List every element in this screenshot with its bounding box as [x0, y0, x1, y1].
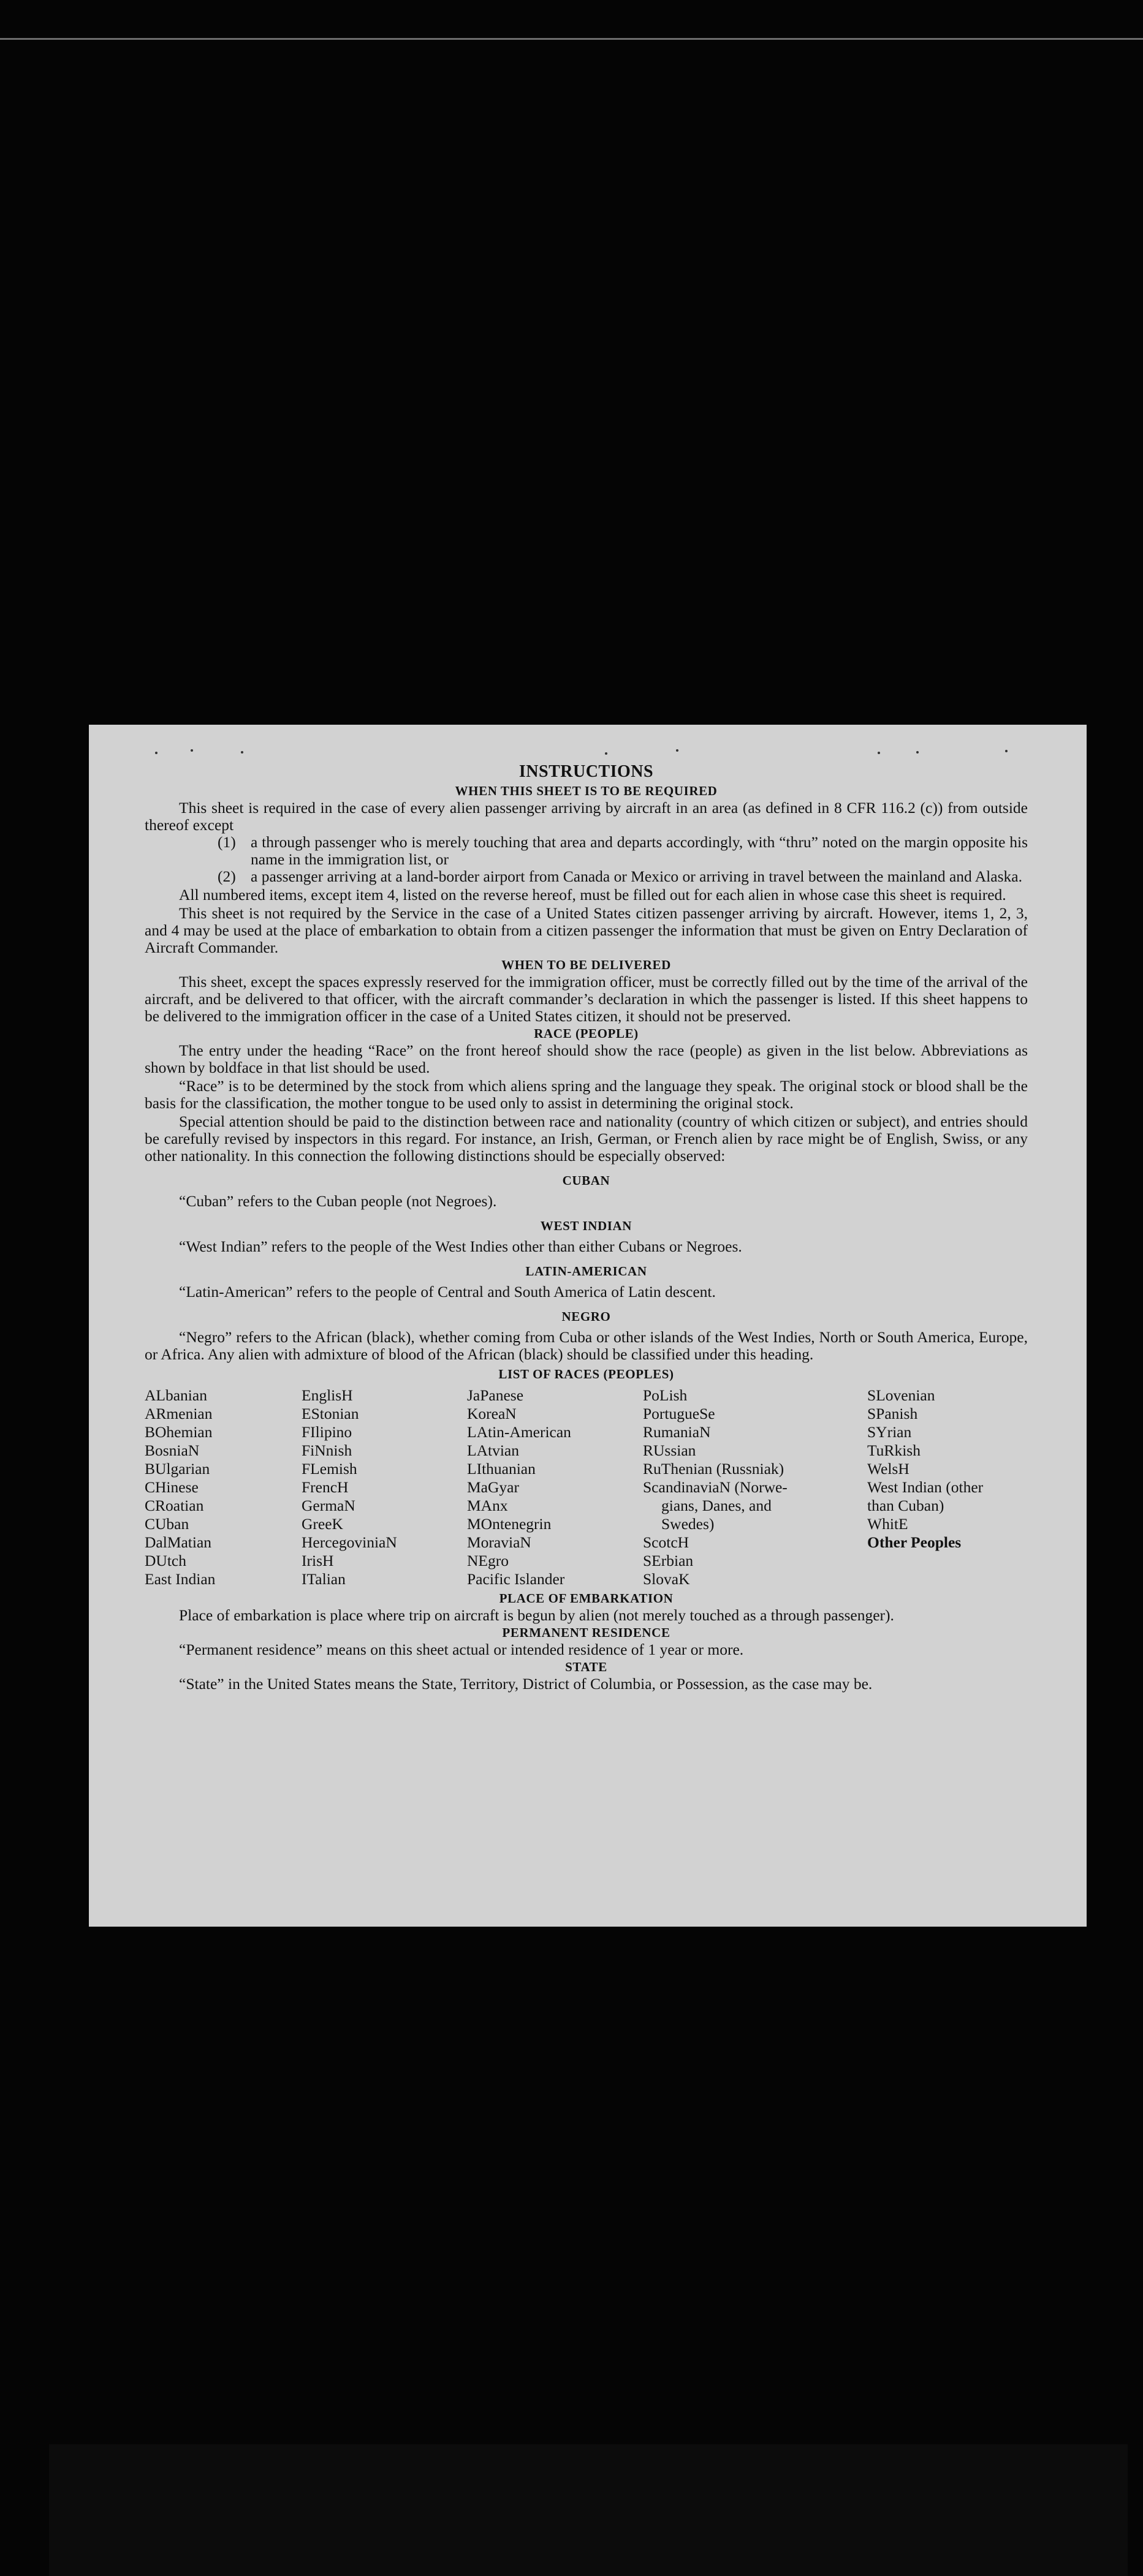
race-entry: RUssian	[643, 1441, 696, 1459]
race-entry: ITalian	[302, 1570, 346, 1588]
paragraph: “Negro” refers to the African (black), whether coming from Cuba or other islands of the West Indies, North or South America, Europe, or Africa. Any alien with admixture of blood of the African (black) should be classified under this heading.	[145, 1328, 1028, 1363]
race-entry: FIlipino	[302, 1423, 352, 1441]
race-entry: MAnx	[467, 1497, 508, 1514]
paragraph: This sheet, except the spaces expressly reserved for the immigration officer, must be correctly filled out by the time of the arrival of the aircraft, and be delivered to that officer, with the aircraft commander’s declaration in which the passenger is listed. If this sheet happens to be delivered to the immigration officer in the case of a United States citizen, it should not be preserved.	[145, 973, 1028, 1025]
paragraph: This sheet is not required by the Service in the case of a United States citizen passenger arriving by aircraft. However, items 1, 2, 3, and 4 may be used at the place of embarkation to obtain from a citizen passenger the information that must be given on Entry Declaration of Aircraft Commander.	[145, 904, 1028, 956]
race-entry: SLovenian	[867, 1386, 935, 1404]
race-entry: RuThenian (Russniak)	[643, 1460, 784, 1478]
item-text: a through passenger who is merely touching that area and departs accordingly, with “thru” noted on the margin opposite his name in the immigration list, or	[251, 833, 1028, 868]
race-entry: LAtin-American	[467, 1423, 571, 1441]
section-heading: RACE (PEOPLE)	[534, 1026, 639, 1041]
race-entry: EStonian	[302, 1405, 359, 1422]
race-entry: GreeK	[302, 1515, 343, 1533]
race-entry: NEgro	[467, 1552, 509, 1569]
races-column	[467, 1386, 643, 1588]
paragraph: “West Indian” refers to the people of the West Indies other than either Cubans or Negroes.	[179, 1237, 742, 1255]
exception-item	[218, 834, 1028, 868]
race-entry: SlovaK	[643, 1570, 690, 1588]
races-column	[643, 1386, 867, 1588]
item-number: (1)	[218, 833, 236, 851]
races-column	[302, 1386, 467, 1588]
race-entry: East Indian	[145, 1570, 216, 1588]
race-entry: FLemish	[302, 1460, 357, 1478]
race-entry: JaPanese	[467, 1386, 524, 1404]
race-entry: CUban	[145, 1515, 189, 1533]
race-entry: WelsH	[867, 1460, 909, 1478]
races-column	[145, 1386, 302, 1588]
paragraph: The entry under the heading “Race” on the front hereof should show the race (people) as given in the list below. Abbreviations as shown by boldface in that list should be used.	[145, 1041, 1028, 1076]
race-entry: BosniaN	[145, 1441, 200, 1459]
paragraph: “Permanent residence” means on this sheet actual or intended residence of 1 year or more.	[179, 1641, 744, 1658]
race-entry: KoreaN	[467, 1405, 517, 1422]
section-intro: This sheet is required in the case of every alien passenger arriving by aircraft in an area (as defined in 8 CFR 116.2 (c)) from outside thereof except	[145, 799, 1028, 834]
race-entry: West Indian (other	[867, 1478, 984, 1496]
race-entry: BUlgarian	[145, 1460, 210, 1478]
race-entry: HercegoviniaN	[302, 1533, 397, 1551]
race-entry: gians, Danes, and	[661, 1497, 772, 1514]
section-heading: WEST INDIAN	[540, 1218, 632, 1233]
paragraph: “Latin-American” refers to the people of Central and South America of Latin descent.	[179, 1283, 716, 1301]
film-bottom-shadow	[49, 2444, 1128, 2576]
section-heading: PERMANENT RESIDENCE	[502, 1625, 670, 1640]
race-entry: Swedes)	[661, 1515, 715, 1533]
race-entry: Other Peoples	[867, 1533, 962, 1551]
race-entry: MoraviaN	[467, 1533, 531, 1551]
race-entry: ScandinaviaN (Norwe-	[643, 1478, 788, 1496]
item-number: (2)	[218, 867, 236, 885]
race-entry: ALbanian	[145, 1386, 207, 1404]
races-column	[867, 1386, 1027, 1588]
race-entry: DUtch	[145, 1552, 186, 1569]
race-entry: DalMatian	[145, 1533, 212, 1551]
race-entry: SErbian	[643, 1552, 694, 1569]
race-entry: ARmenian	[145, 1405, 213, 1422]
race-entry: TuRkish	[867, 1441, 921, 1459]
paragraph: Place of embarkation is place where trip on aircraft is begun by alien (not merely touched as a through passenger).	[179, 1606, 894, 1624]
race-entry: LIthuanian	[467, 1460, 536, 1478]
race-entry: FrencH	[302, 1478, 349, 1496]
section-heading: PLACE OF EMBARKATION	[499, 1591, 674, 1606]
race-entry: PoLish	[643, 1386, 688, 1404]
instruction-sheet	[89, 725, 1087, 1927]
races-list	[145, 1386, 1028, 1588]
races-heading: LIST OF RACES (PEOPLES)	[498, 1367, 674, 1381]
item-text: a passenger arriving at a land-border airport from Canada or Mexico or arriving in travel between the mainland and Alaska.	[251, 867, 1022, 885]
section-heading: LATIN-AMERICAN	[525, 1264, 647, 1279]
exception-item	[218, 868, 1028, 885]
race-entry: than Cuban)	[867, 1497, 944, 1514]
race-entry: SYrian	[867, 1423, 912, 1441]
race-entry: GermaN	[302, 1497, 355, 1514]
race-entry: CRoatian	[145, 1497, 204, 1514]
paragraph: “Cuban” refers to the Cuban people (not Negroes).	[179, 1192, 497, 1210]
paragraph: “State” in the United States means the State, Territory, District of Columbia, or Possession, as the case may be.	[179, 1675, 873, 1693]
race-entry: BOhemian	[145, 1423, 213, 1441]
section-heading: WHEN TO BE DELIVERED	[501, 958, 671, 972]
race-entry: SPanish	[867, 1405, 918, 1422]
paragraph: Special attention should be paid to the distinction between race and nationality (country of which citizen or subject), and entries should be carefully revised by inspectors in this regard. For instance, an Irish, German, or French alien by race might be of English, Swiss, or any other nationality. In this connection the following distinctions should be especially observed:	[145, 1112, 1028, 1165]
film-edge-line	[0, 38, 1143, 40]
race-entry: RumaniaN	[643, 1423, 711, 1441]
race-entry: IrisH	[302, 1552, 334, 1569]
section-heading: CUBAN	[562, 1173, 610, 1188]
race-entry: MOntenegrin	[467, 1515, 552, 1533]
race-entry: WhitE	[867, 1515, 908, 1533]
race-entry: CHinese	[145, 1478, 199, 1496]
page-title: INSTRUCTIONS	[518, 762, 654, 781]
section-heading: NEGRO	[561, 1309, 611, 1324]
race-entry: PortugueSe	[643, 1405, 715, 1422]
race-entry: EnglisH	[302, 1386, 353, 1404]
race-entry: MaGyar	[467, 1478, 519, 1496]
section-heading: WHEN THIS SHEET IS TO BE REQUIRED	[455, 784, 718, 798]
paragraph: “Race” is to be determined by the stock from which aliens spring and the language they speak. The original stock or blood shall be the basis for the classification, the mother tongue to be used only to assist in determining the original stock.	[145, 1077, 1028, 1112]
section-heading: STATE	[565, 1660, 607, 1674]
race-entry: Pacific Islander	[467, 1570, 565, 1588]
race-entry: FiNnish	[302, 1441, 352, 1459]
sheet-specks	[89, 725, 1087, 749]
race-entry: ScotcH	[643, 1533, 689, 1551]
race-entry: LAtvian	[467, 1441, 519, 1459]
paragraph: All numbered items, except item 4, listed on the reverse hereof, must be filled out for each alien in whose case this sheet is required.	[179, 886, 1006, 904]
